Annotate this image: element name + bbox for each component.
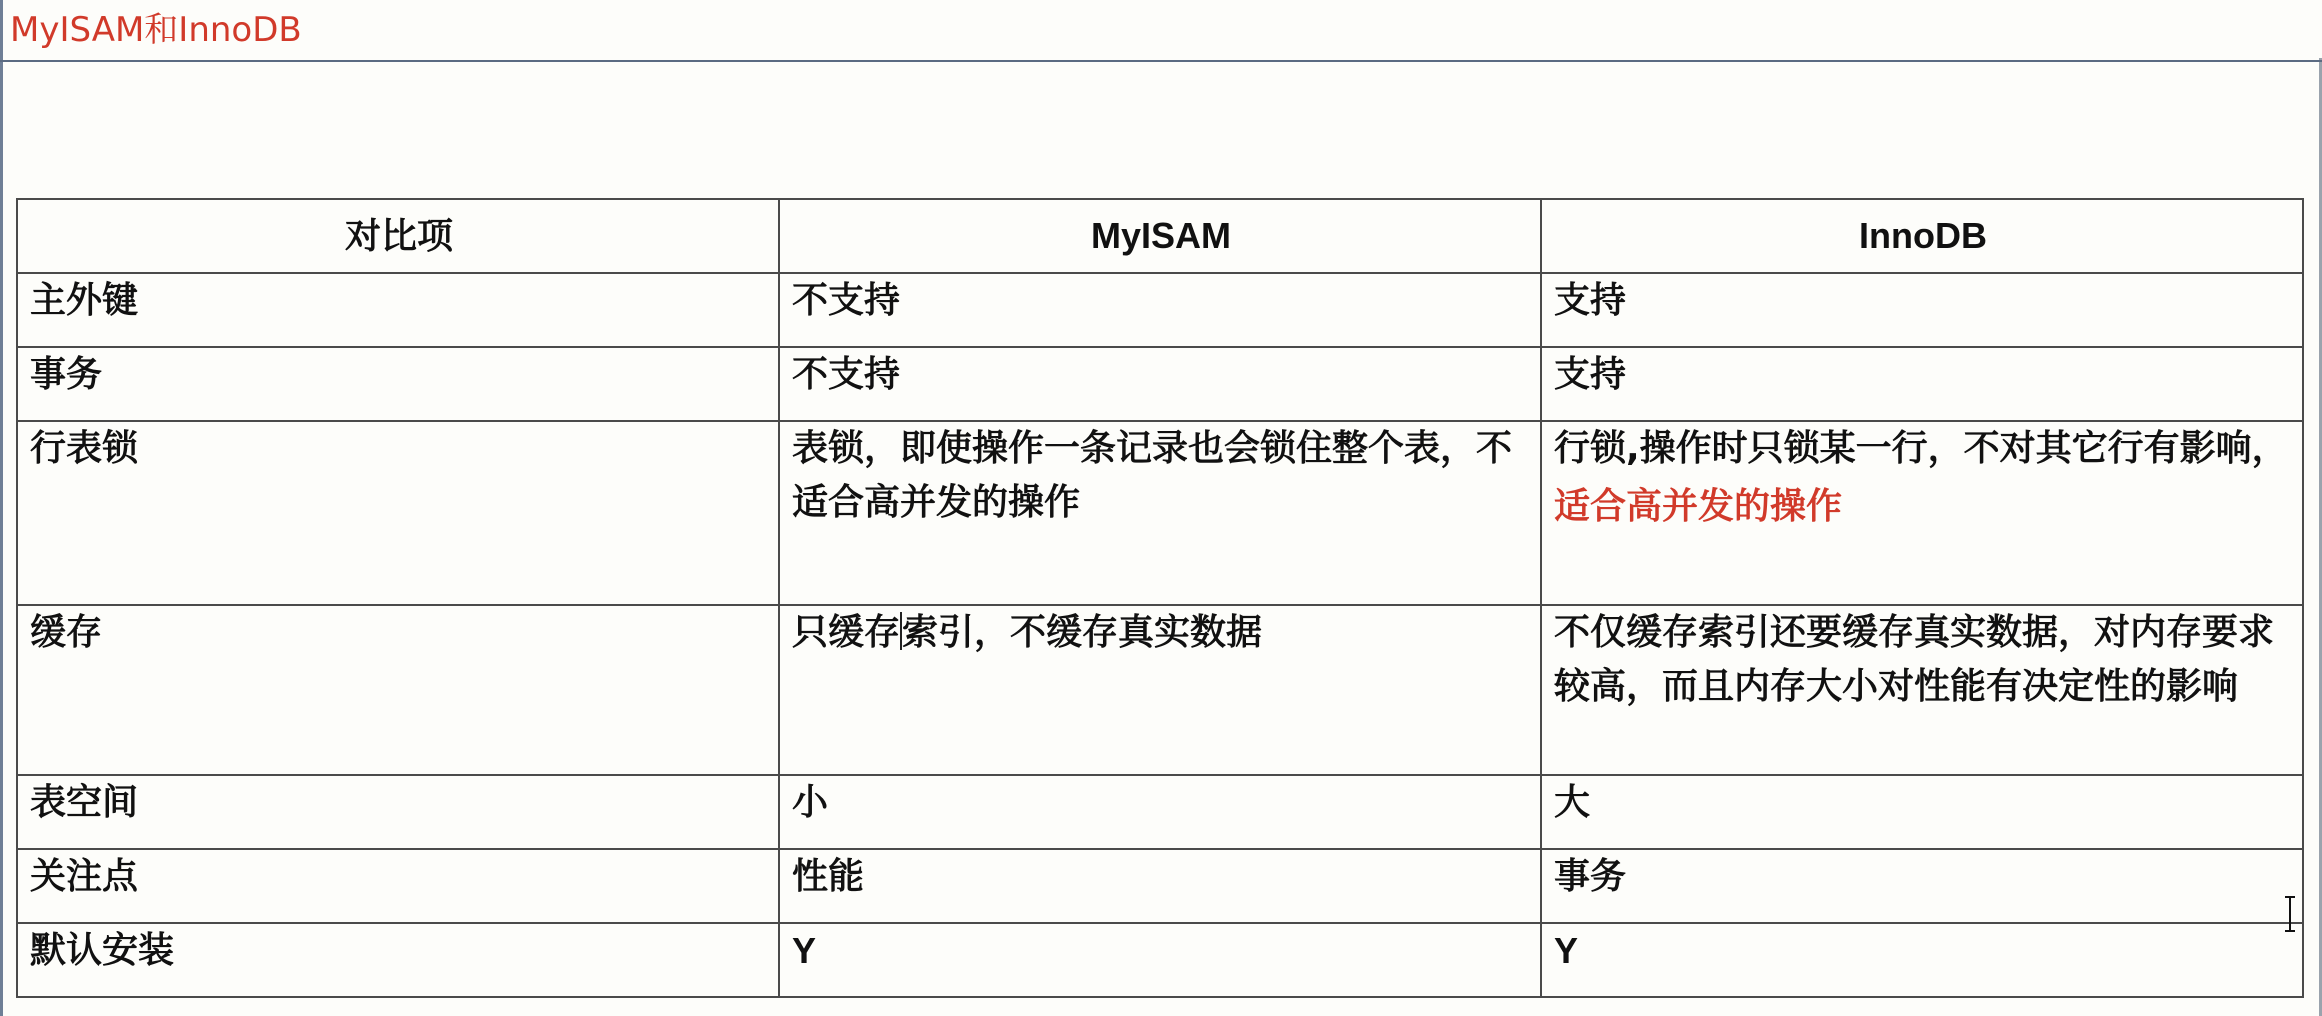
- left-window-edge: [0, 0, 3, 1016]
- page-title: MyISAM和InnoDB: [10, 10, 302, 50]
- i-beam-cursor-icon: [2284, 896, 2296, 932]
- row-innodb: 大: [1541, 775, 2303, 849]
- row-item: 事务: [17, 347, 779, 421]
- row-myisam-text-after-caret: 索引，不缓存真实数据: [902, 612, 1263, 653]
- table-header-row: [17, 199, 2303, 273]
- row-innodb: [1541, 421, 2303, 605]
- row-item: 行表锁: [17, 421, 779, 605]
- row-item: 表空间: [17, 775, 779, 849]
- table-row: [17, 421, 2303, 605]
- row-myisam: 小: [779, 775, 1541, 849]
- comparison-table: [16, 198, 2304, 998]
- row-myisam: 性能: [779, 849, 1541, 923]
- table-row: [17, 923, 2303, 997]
- row-item: 缓存: [17, 605, 779, 775]
- row-innodb: Y: [1541, 923, 2303, 997]
- row-innodb: 事务: [1541, 849, 2303, 923]
- row-myisam[interactable]: [779, 605, 1541, 775]
- row-innodb: 不仅缓存索引还要缓存真实数据，对内存要求较高，而且内存大小对性能有决定性的影响: [1541, 605, 2303, 775]
- header-item: 对比项: [17, 199, 779, 273]
- table-row: [17, 849, 2303, 923]
- row-item: 主外键: [17, 273, 779, 347]
- row-myisam: 不支持: [779, 347, 1541, 421]
- row-innodb: 支持: [1541, 347, 2303, 421]
- row-myisam: Y: [779, 923, 1541, 997]
- row-myisam: 不支持: [779, 273, 1541, 347]
- row-innodb-text: 行锁,操作时只锁某一行，不对其它行有影响，: [1554, 428, 2288, 469]
- header-innodb: InnoDB: [1541, 199, 2303, 273]
- row-myisam: 表锁，即使操作一条记录也会锁住整个表，不适合高并发的操作: [779, 421, 1541, 605]
- header-myisam: MyISAM: [779, 199, 1541, 273]
- row-item: 默认安装: [17, 923, 779, 997]
- title-bar: [0, 0, 2322, 62]
- table-row: [17, 605, 2303, 775]
- table-row: [17, 347, 2303, 421]
- table-row: [17, 273, 2303, 347]
- row-innodb-highlight: 适合高并发的操作: [1554, 486, 1843, 527]
- row-innodb: 支持: [1541, 273, 2303, 347]
- table-row: [17, 775, 2303, 849]
- row-myisam-text-before-caret: 只缓存: [792, 612, 901, 653]
- row-item: 关注点: [17, 849, 779, 923]
